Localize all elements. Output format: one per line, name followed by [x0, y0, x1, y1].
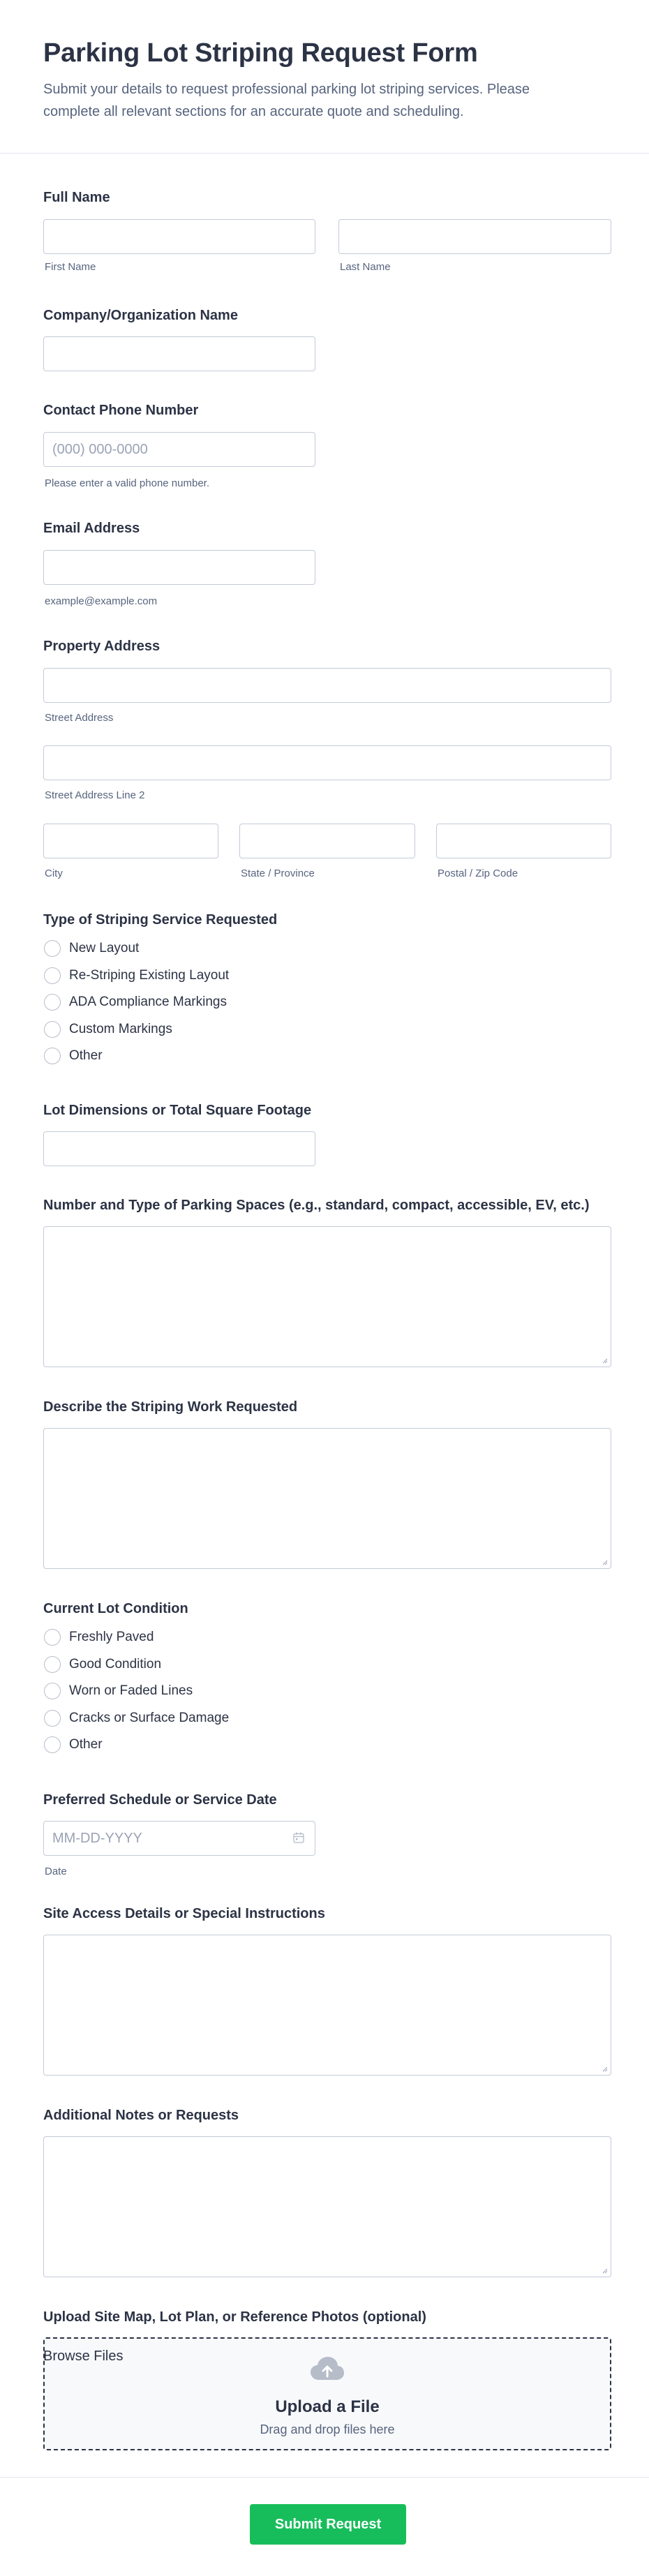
schedule-field [43, 1791, 611, 1882]
email-label: Email Address [43, 521, 140, 536]
company-input[interactable] [43, 336, 315, 371]
radio-circle-icon[interactable] [44, 1021, 61, 1038]
calendar-icon[interactable] [292, 1831, 305, 1844]
service-type-field [43, 911, 611, 1071]
dimensions-field [43, 1101, 611, 1171]
resize-grip-icon[interactable] [601, 2267, 608, 2274]
radio-option[interactable]: ADA Compliance Markings [43, 992, 227, 1012]
radio-circle-icon[interactable] [44, 940, 61, 957]
street-address-2-input[interactable] [43, 745, 611, 780]
radio-option[interactable]: Other [43, 1046, 103, 1066]
phone-label: Contact Phone Number [43, 403, 199, 418]
phone-sublabel: Please enter a valid phone number. [45, 477, 209, 489]
company-field [43, 306, 611, 376]
company-label: Company/Organization Name [43, 308, 238, 323]
site-access-textarea[interactable] [43, 1935, 611, 2076]
cloud-upload-icon [309, 2355, 345, 2382]
date-input[interactable] [43, 1821, 315, 1856]
resize-grip-icon[interactable] [601, 1558, 608, 1565]
striping-work-field [43, 1398, 611, 1572]
additional-notes-field [43, 2106, 611, 2281]
page-title: Parking Lot Striping Request Form [43, 38, 478, 68]
email-field [43, 519, 611, 610]
parking-spaces-textarea[interactable] [43, 1226, 611, 1367]
form-header [0, 0, 649, 154]
radio-circle-icon[interactable] [44, 1048, 61, 1064]
upload-label: Upload Site Map, Lot Plan, or Reference Photos (optional) [43, 2309, 426, 2325]
schedule-label: Preferred Schedule or Service Date [43, 1792, 277, 1808]
radio-option[interactable]: Custom Markings [43, 1020, 172, 1039]
page-description: Submit your details to request professional parking lot striping services. Please complete all relevant sections for an accurate quote and scheduling. [43, 82, 530, 119]
submit-button[interactable]: Submit Request [250, 2504, 406, 2545]
lot-condition-label: Current Lot Condition [43, 1601, 188, 1616]
date-sublabel: Date [45, 1866, 67, 1877]
email-input[interactable] [43, 550, 315, 585]
radio-circle-icon[interactable] [44, 1683, 61, 1699]
site-access-label: Site Access Details or Special Instructions [43, 1906, 325, 1921]
first-name-sublabel: First Name [45, 261, 96, 273]
address-label: Property Address [43, 639, 161, 654]
street-address-sublabel: Street Address [45, 712, 114, 724]
dimensions-label: Lot Dimensions or Total Square Footage [43, 1103, 312, 1118]
dimensions-input[interactable] [43, 1131, 315, 1166]
resize-grip-icon[interactable] [601, 2065, 608, 2072]
file-dropzone[interactable] [43, 2337, 611, 2450]
full-name-field [43, 188, 611, 279]
upload-subtitle: Drag and drop files here [260, 2422, 395, 2436]
radio-option[interactable]: Other [43, 1735, 103, 1755]
first-name-input[interactable] [43, 219, 315, 254]
zip-input[interactable] [436, 824, 611, 858]
site-access-field [43, 1905, 611, 2079]
last-name-sublabel: Last Name [340, 261, 391, 273]
upload-title: Upload a File [275, 2397, 380, 2416]
state-sublabel: State / Province [241, 868, 315, 879]
radio-option[interactable]: Freshly Paved [43, 1628, 154, 1647]
upload-field [43, 2308, 611, 2455]
city-sublabel: City [45, 868, 63, 879]
radio-circle-icon[interactable] [44, 1629, 61, 1646]
radio-circle-icon[interactable] [44, 1656, 61, 1673]
additional-notes-textarea[interactable] [43, 2136, 611, 2277]
zip-sublabel: Postal / Zip Code [438, 868, 519, 879]
radio-option[interactable]: Good Condition [43, 1655, 161, 1674]
parking-spaces-label: Number and Type of Parking Spaces (e.g., standard, compact, accessible, EV, etc.) [43, 1198, 590, 1213]
service-type-label: Type of Striping Service Requested [43, 912, 278, 928]
striping-work-textarea[interactable] [43, 1428, 611, 1569]
radio-option[interactable]: Worn or Faded Lines [43, 1681, 193, 1701]
resize-grip-icon[interactable] [601, 1357, 608, 1364]
radio-circle-icon[interactable] [44, 1710, 61, 1727]
phone-input[interactable] [43, 432, 315, 467]
striping-work-label: Describe the Striping Work Requested [43, 1399, 298, 1415]
street-address-2-sublabel: Street Address Line 2 [45, 789, 145, 801]
street-address-input[interactable] [43, 668, 611, 703]
browse-files-button[interactable]: Browse Files [43, 2348, 124, 2364]
radio-circle-icon[interactable] [44, 967, 61, 984]
lot-condition-field [43, 1600, 611, 1760]
radio-circle-icon[interactable] [44, 994, 61, 1011]
radio-option[interactable]: Cracks or Surface Damage [43, 1708, 229, 1728]
radio-option[interactable]: Re-Striping Existing Layout [43, 966, 229, 985]
radio-option[interactable]: New Layout [43, 939, 139, 958]
phone-field [43, 401, 611, 492]
last-name-input[interactable] [338, 219, 611, 254]
radio-circle-icon[interactable] [44, 1736, 61, 1753]
form-footer [0, 2477, 649, 2576]
additional-notes-label: Additional Notes or Requests [43, 2108, 239, 2123]
parking-spaces-field [43, 1196, 611, 1371]
state-input[interactable] [239, 824, 415, 858]
full-name-label: Full Name [43, 190, 110, 205]
city-input[interactable] [43, 824, 218, 858]
address-field [43, 637, 611, 881]
email-sublabel: example@example.com [45, 595, 158, 607]
